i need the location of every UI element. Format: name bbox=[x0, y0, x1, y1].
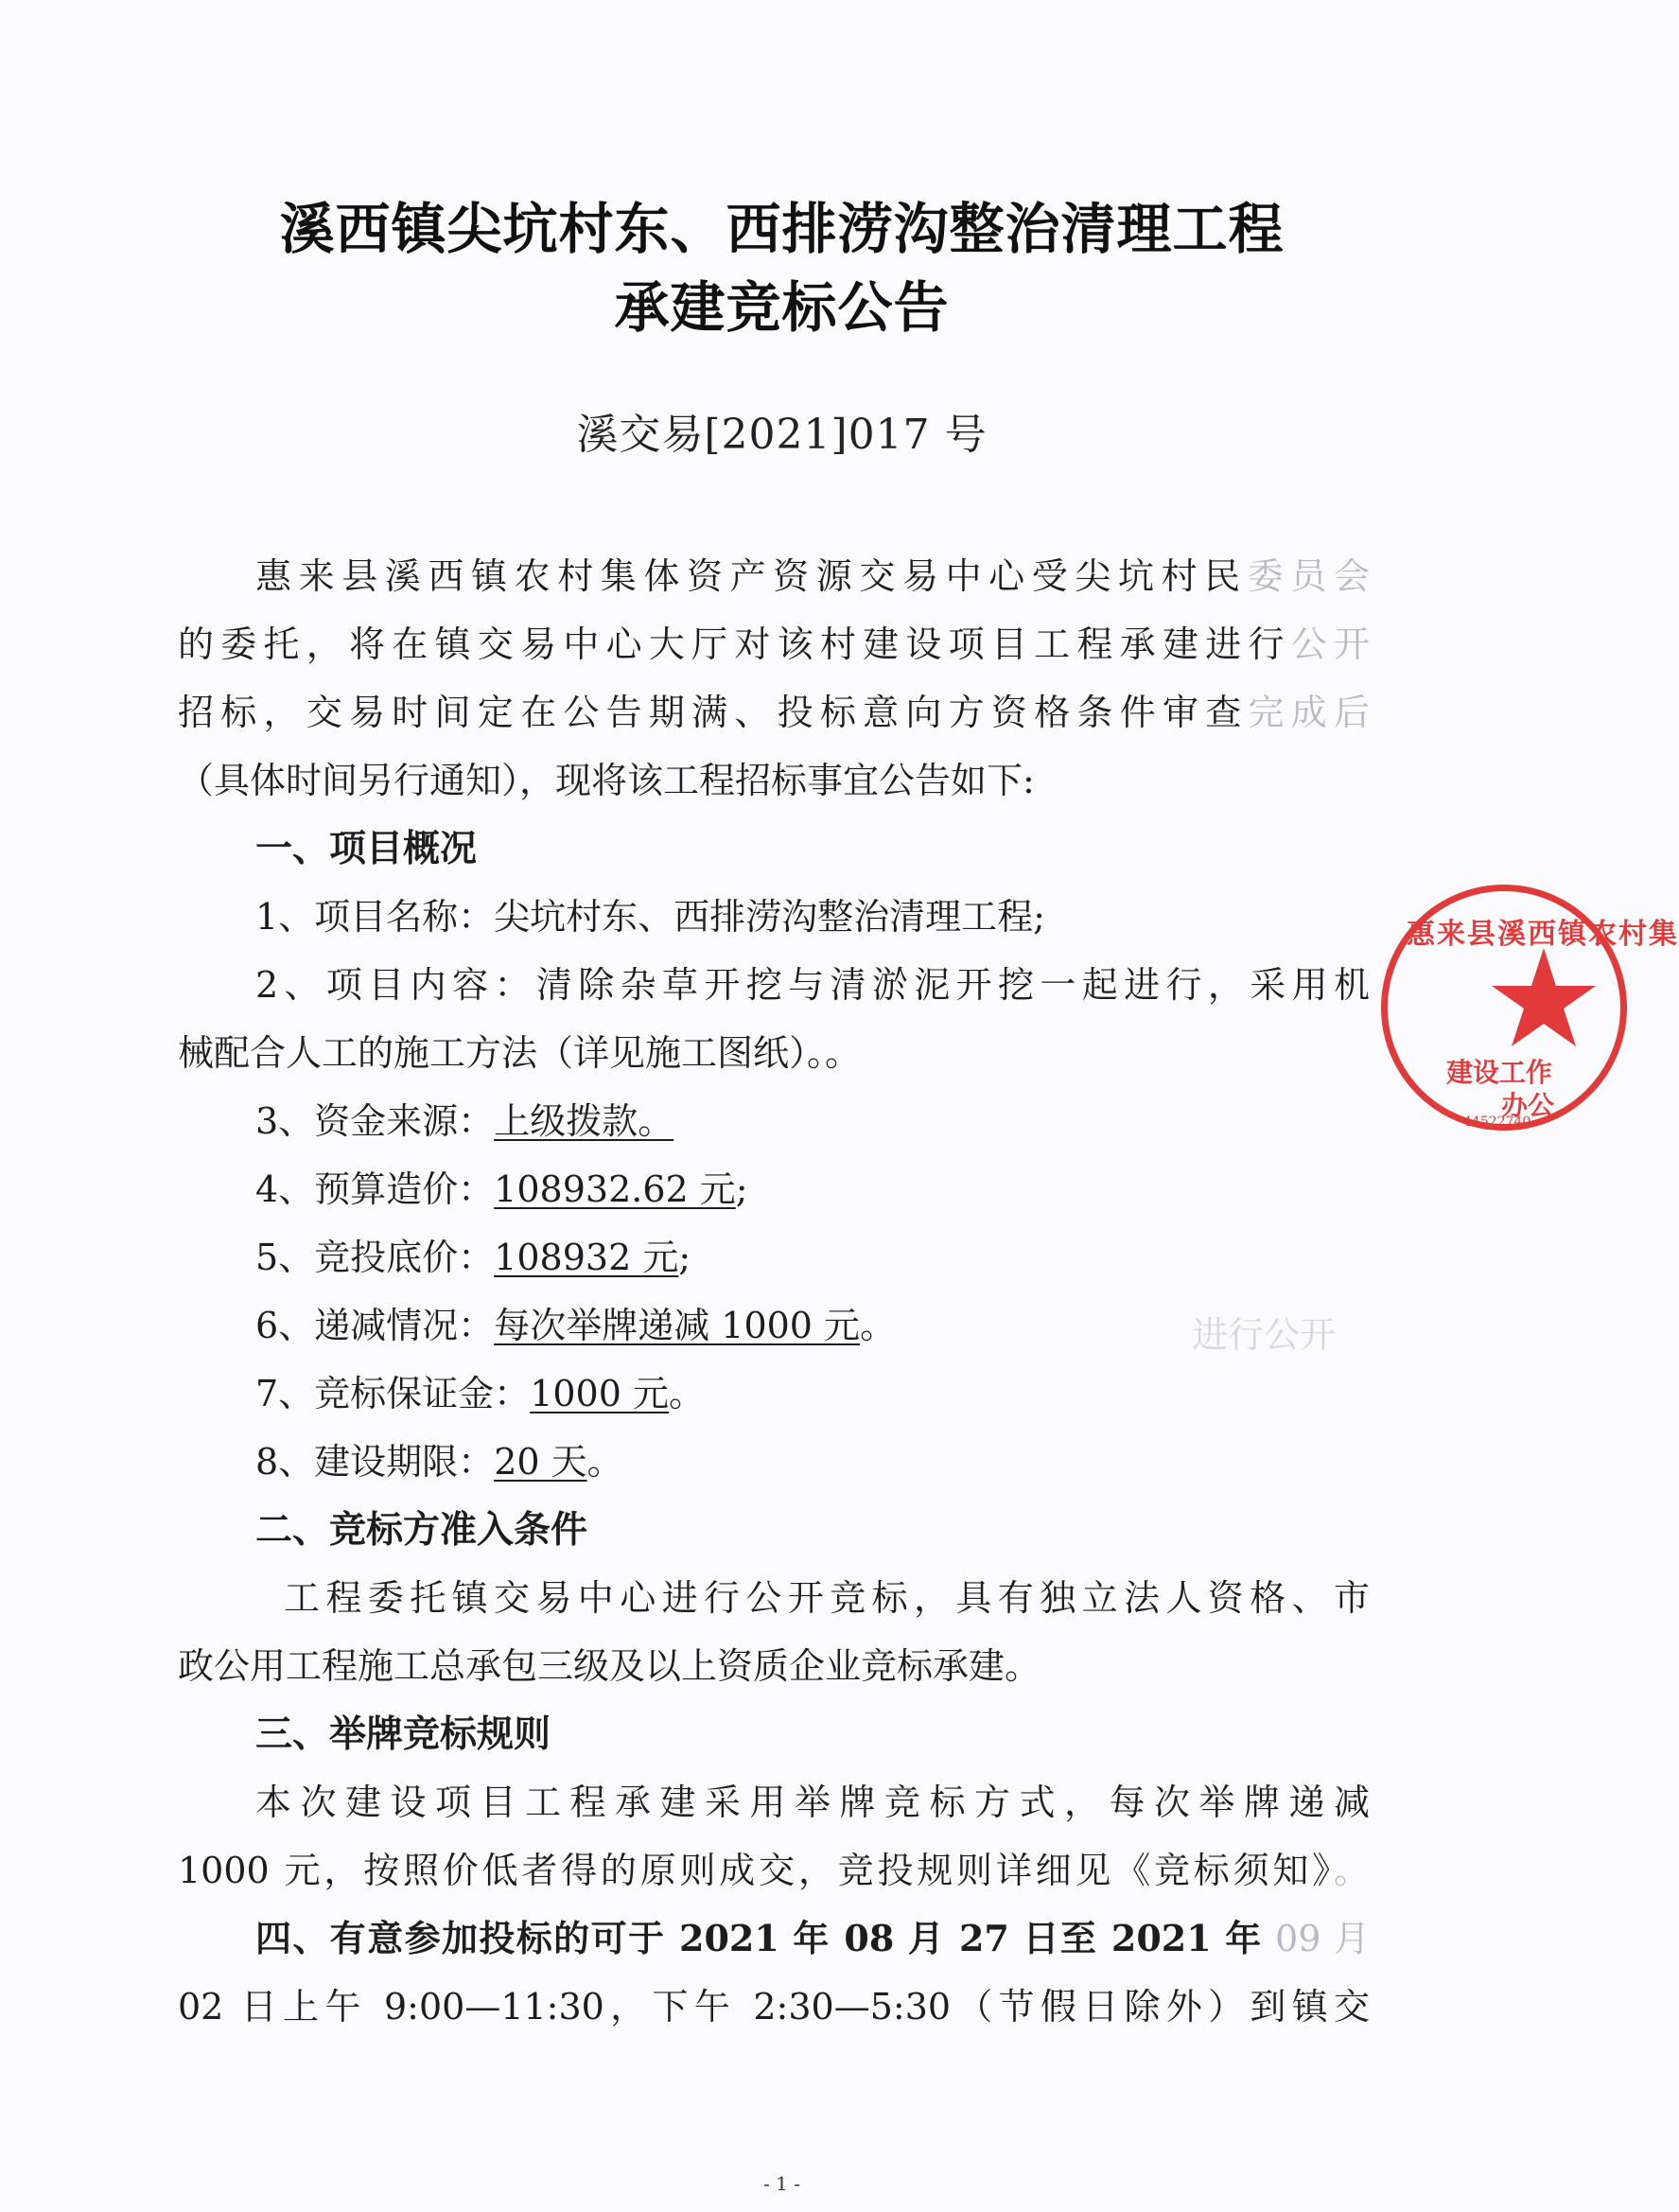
section2-line2: 政公用工程施工总承包三级及以上资质企业竞标承建。 bbox=[178, 1645, 1041, 1687]
section1-item2-line1: 2、项目内容：清除杂草开挖与清淤泥开挖一起进行，采用机 bbox=[255, 964, 1370, 1006]
section1-item1: 1、项目名称：尖坑村东、西排涝沟整治清理工程; bbox=[255, 896, 1045, 938]
official-seal bbox=[1381, 885, 1679, 1131]
section1-item3: 3、资金来源：上级拨款。 bbox=[255, 1100, 674, 1142]
intro-line-2: 的委托，将在镇交易中心大厅对该村建设项目工程承建进行公开 bbox=[178, 623, 1370, 665]
section3-line2: 1000 元，按照价低者得的原则成交，竞投规则详细见《竞标须知》。 bbox=[178, 1850, 1370, 1891]
page-number: - 1 - bbox=[763, 2172, 800, 2195]
seal-top-text: 惠来县溪西镇农村集 bbox=[1407, 918, 1679, 951]
section4-line2: 02 日上午 9:00—11:30，下午 2:30—5:30（节假日除外）到镇交 bbox=[178, 1986, 1370, 2028]
section1-item7: 7、竞标保证金：1000 元。 bbox=[255, 1373, 705, 1414]
section1-item5: 5、竞投底价：108932 元; bbox=[255, 1237, 691, 1278]
bleed-through-text: 进行公开 bbox=[1192, 1314, 1337, 1356]
intro-line-4: （具体时间另行通知），现将该工程招标事宜公告如下: bbox=[178, 760, 1035, 801]
section3-heading: 三、举牌竞标规则 bbox=[255, 1712, 551, 1756]
document-title-line1: 溪西镇尖坑村东、西排涝沟整治清理工程 bbox=[279, 197, 1285, 261]
seal-code-text: 44522740 bbox=[1463, 1115, 1531, 1130]
section4-line1: 四、有意参加投标的可于 2021 年 08 月 27 日至 2021 年 09 月 bbox=[255, 1917, 1370, 1959]
intro-line-3: 招标，交易时间定在公告期满、投标意向方资格条件审查完成后 bbox=[178, 692, 1370, 733]
section1-item6: 6、递减情况：每次举牌递减 1000 元。 bbox=[255, 1305, 897, 1346]
intro-line-1: 惠来县溪西镇农村集体资产资源交易中心受尖坑村民委员会 bbox=[255, 555, 1370, 597]
document-number: 溪交易[2021]017 号 bbox=[576, 411, 988, 459]
section2-heading: 二、竞标方准入条件 bbox=[255, 1508, 588, 1552]
seal-mid-text: 建设工作 bbox=[1446, 1057, 1553, 1088]
document-title-line2: 承建竞标公告 bbox=[614, 275, 950, 340]
section2-line1: 工程委托镇交易中心进行公开竞标，具有独立法人资格、市 bbox=[284, 1577, 1370, 1619]
section1-heading: 一、项目概况 bbox=[255, 827, 478, 870]
section1-item4: 4、预算造价：108932.62 元; bbox=[255, 1168, 748, 1210]
section1-item2-line2: 械配合人工的施工方法（详见施工图纸）。。 bbox=[178, 1032, 862, 1074]
section3-line1: 本次建设项目工程承建采用举牌竞标方式，每次举牌递减 bbox=[255, 1782, 1370, 1823]
section1-item8: 8、建设期限：20 天。 bbox=[255, 1441, 623, 1483]
seal-bottom-text: 办公 bbox=[1501, 1090, 1555, 1121]
